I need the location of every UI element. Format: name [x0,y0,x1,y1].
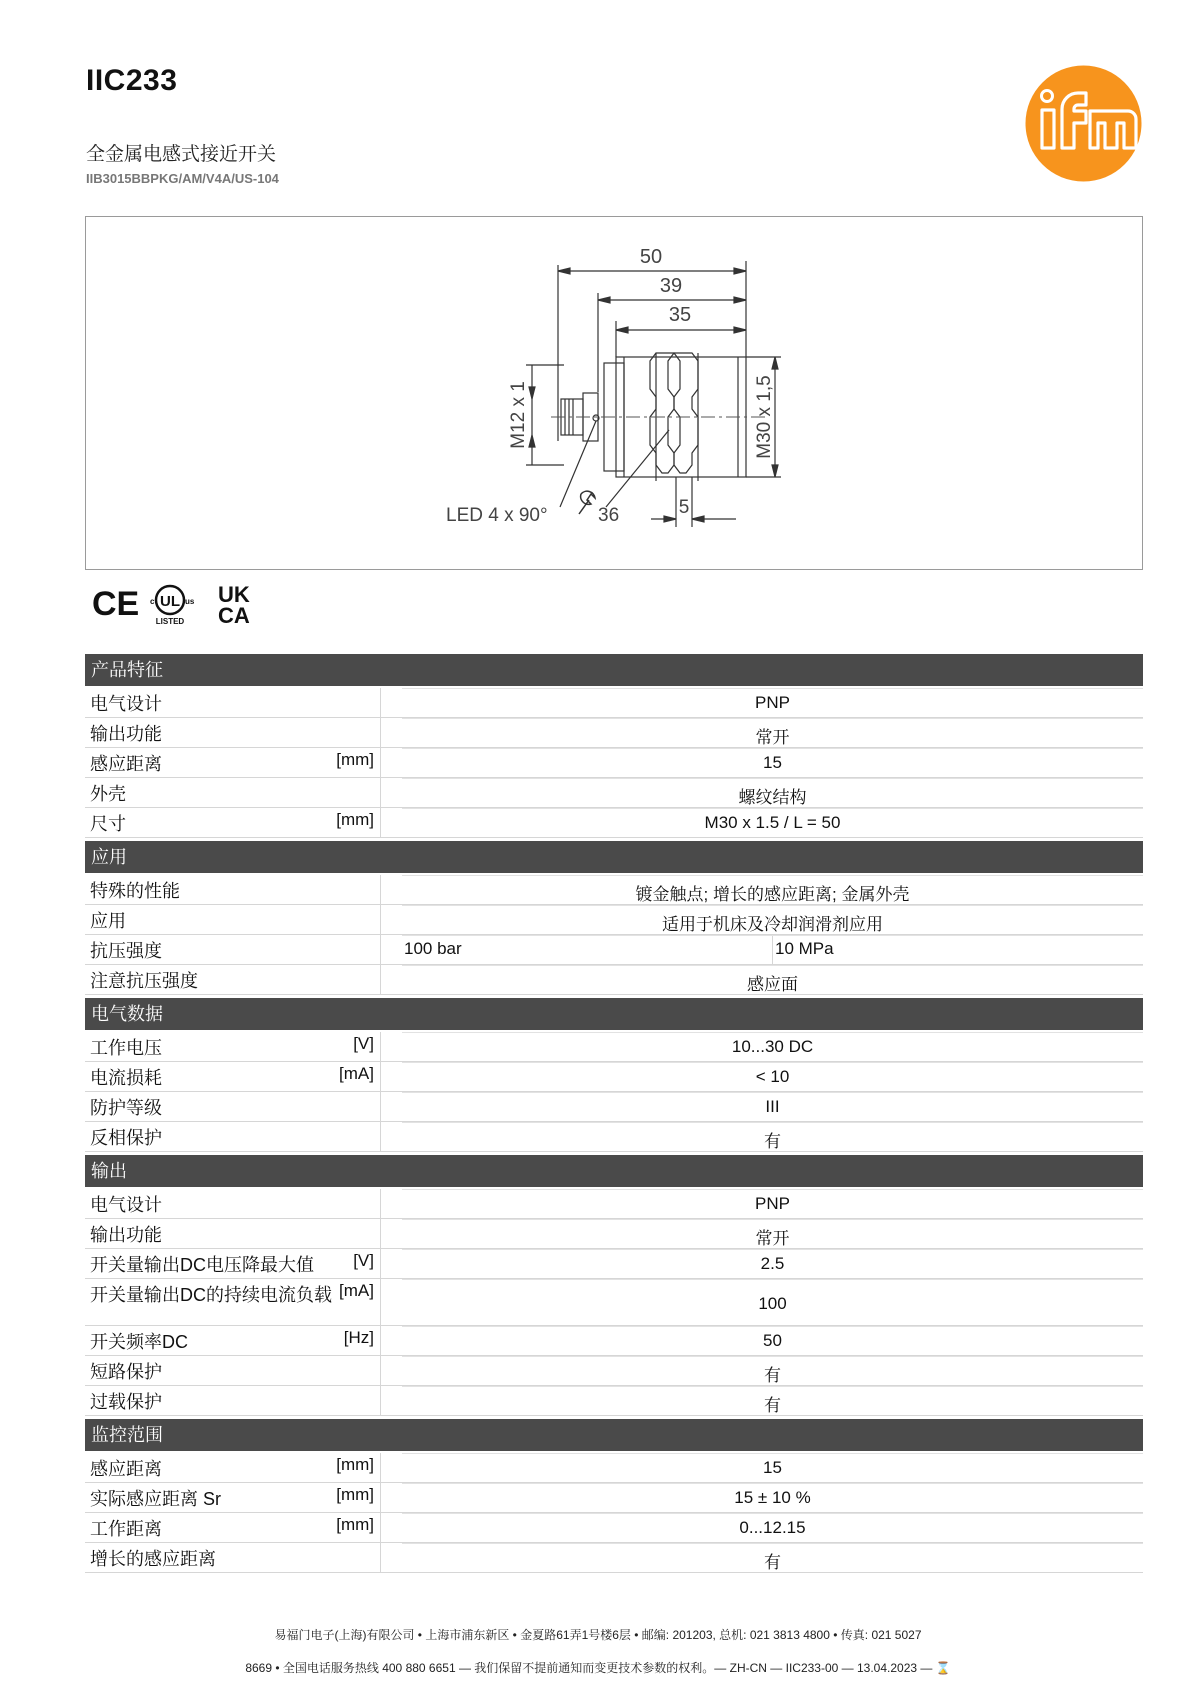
row-label-cell [85,1543,381,1572]
row-value-split [402,935,1143,964]
table-row [85,718,1143,748]
row-value: 10...30 DC [402,1032,1143,1061]
section-header: 应用 [85,841,1143,873]
row-unit: [V] [353,1034,374,1053]
table-row [85,1386,1143,1416]
row-label: 增长的感应距离 [90,1549,216,1569]
table-row [85,1032,1143,1062]
row-value: 15 ± 10 % [402,1483,1143,1512]
dim-35-label: 35 [668,304,692,326]
table-row [85,778,1143,808]
table-row [85,1092,1143,1122]
table-row [85,1062,1143,1092]
row-unit [370,1191,374,1218]
row-label-cell [85,778,381,807]
row-value: 50 [402,1326,1143,1355]
row-unit [370,1545,374,1572]
row-label-cell [85,1356,381,1385]
table-row [85,1279,1143,1326]
row-unit: [V] [353,1251,374,1270]
ul-listed-mark [150,586,195,626]
row-unit [370,720,374,747]
row-label-cell [85,1062,381,1091]
dim-39-label: 39 [659,275,683,297]
led-label: LED 4 x 90° [446,505,548,526]
row-label-cell [85,718,381,747]
row-value: PNP [402,1189,1143,1218]
section-header: 电气数据 [85,998,1143,1030]
row-label: 感应距离 [90,1459,162,1479]
row-unit [370,1388,374,1415]
row-label: 输出功能 [90,724,162,744]
row-label-cell [85,808,381,837]
row-unit [370,690,374,717]
row-label-cell [85,1483,381,1512]
row-label: 注意抗压强度 [90,971,198,991]
row-value: 常开 [402,1219,1143,1248]
row-value-secondary: 10 MPa [772,936,1143,964]
ukca-mark-bottom: CA [218,603,250,628]
table-row [85,1122,1143,1152]
row-label-cell [85,1279,381,1325]
row-value: 有 [402,1122,1143,1151]
row-unit: [mm] [336,750,374,769]
row-label: 电气设计 [90,694,162,714]
row-unit: [mA] [339,1281,374,1300]
svg-text:c: c [150,597,155,606]
row-unit [370,967,374,994]
row-unit: [mm] [336,1455,374,1474]
row-label-cell [85,1249,381,1278]
table-row [85,688,1143,718]
footer-legal [0,1659,1196,1676]
row-unit [370,780,374,807]
row-label-cell [85,1092,381,1121]
row-value: 100 [402,1279,1143,1325]
row-label: 工作距离 [90,1519,162,1539]
table-row [85,1219,1143,1249]
row-value: 螺纹结构 [402,778,1143,807]
row-value: III [402,1092,1143,1121]
row-label: 电气设计 [90,1195,162,1215]
table-row [85,905,1143,935]
table-row [85,1249,1143,1279]
row-value: 适用于机床及冷却润滑剂应用 [402,905,1143,934]
table-row [85,1513,1143,1543]
row-value: 有 [402,1386,1143,1415]
svg-text:us: us [185,597,195,606]
row-value: 感应面 [402,965,1143,994]
row-label: 感应距离 [90,754,162,774]
table-row [85,965,1143,995]
table-row [85,1483,1143,1513]
row-unit: [Hz] [343,1328,374,1347]
table-row [85,1543,1143,1573]
row-label: 尺寸 [90,814,126,834]
section-header: 监控范围 [85,1419,1143,1451]
ifm-logo [1025,65,1142,182]
row-label: 输出功能 [90,1225,162,1245]
thread-right-label: M30 x 1,5 [754,375,775,459]
row-unit [370,907,374,934]
nut-width-label: 5 [678,497,690,518]
row-unit: [mm] [336,1515,374,1534]
row-value: 有 [402,1356,1143,1385]
row-value: PNP [402,688,1143,717]
row-label: 开关量输出DC电压降最大值 [90,1255,314,1275]
row-label: 防护等级 [90,1098,162,1118]
row-value: 100 bar [404,939,462,958]
row-value: 0...12.15 [402,1513,1143,1542]
row-label: 实际感应距离 Sr [90,1489,222,1509]
row-label: 工作电压 [90,1038,162,1058]
row-label-cell [85,1189,381,1218]
row-label-cell [85,688,381,717]
row-unit: [mm] [336,810,374,829]
row-label: 反相保护 [90,1128,162,1148]
product-subtitle: 全金属电感式接近开关 [86,144,277,165]
footer-legal-text: 8669 • 全国电话服务热线 400 880 6651 — 我们保留不提前通知而变更技术参数的权利。— ZH-CN — IIC233-00 — 13.04.2023 — [245,1661,936,1675]
wrench-size-label: 36 [598,505,620,526]
row-value: < 10 [402,1062,1143,1091]
row-value: 有 [402,1543,1143,1572]
row-label-cell [85,1122,381,1151]
table-row [85,935,1143,965]
row-label: 特殊的性能 [90,881,180,901]
row-label-cell [85,748,381,777]
row-label-cell [85,905,381,934]
row-label-cell [85,965,381,994]
row-value: 常开 [402,718,1143,747]
page-end-icon: ⌛ [935,1661,951,1675]
row-value: 镀金触点; 增长的感应距离; 金属外壳 [402,875,1143,904]
row-label: 过载保护 [90,1392,162,1412]
row-label-cell [85,1386,381,1415]
row-label-cell [85,875,381,904]
ukca-mark-top: UK [218,582,250,607]
row-unit [370,937,374,964]
row-value: 2.5 [402,1249,1143,1278]
row-label: 外壳 [90,784,126,804]
thread-left-label: M12 x 1 [508,381,529,449]
row-unit: [mm] [336,1485,374,1504]
row-label-cell [85,1513,381,1542]
row-label: 开关频率DC [90,1332,188,1352]
row-label: 应用 [90,911,126,931]
row-unit [370,1221,374,1248]
row-value: 15 [402,1453,1143,1482]
table-row [85,748,1143,778]
dimension-drawing [85,216,1143,570]
specification-tables [85,654,1143,1573]
row-label-cell [85,1453,381,1482]
row-value: 15 [402,748,1143,777]
section-header: 产品特征 [85,654,1143,686]
row-unit [370,1358,374,1385]
row-unit: [mA] [339,1064,374,1083]
table-row [85,1356,1143,1386]
row-label-cell [85,935,381,964]
row-unit [370,877,374,904]
row-label: 短路保护 [90,1362,162,1382]
row-label-cell [85,1326,381,1355]
table-row [85,1189,1143,1219]
table-row [85,808,1143,838]
footer-address: 易福门电子(上海)有限公司 • 上海市浦东新区 • 金夏路61弄1号楼6层 • 邮编: 201203, 总机: 021 3813 4800 • 传真: 021 5027 [274,1628,922,1642]
certification-marks [92,578,272,628]
row-label: 电流损耗 [90,1068,162,1088]
row-label: 开关量输出DC的持续电流负载 [90,1285,332,1305]
table-row [85,875,1143,905]
row-unit [370,1124,374,1151]
row-label-cell [85,1032,381,1061]
row-label-cell [85,1219,381,1248]
dim-50-label: 50 [639,246,663,268]
table-row [85,1326,1143,1356]
table-row [85,1453,1143,1483]
row-value: M30 x 1.5 / L = 50 [402,808,1143,837]
row-unit [370,1094,374,1121]
svg-text:UL: UL [160,593,180,610]
section-header: 输出 [85,1155,1143,1187]
product-title: IIC233 [86,64,178,97]
svg-text:LISTED: LISTED [155,617,185,626]
row-label: 抗压强度 [90,941,162,961]
ce-mark: CE [92,585,140,623]
article-code: IIB3015BBPKG/AM/V4A/US-104 [86,171,279,186]
